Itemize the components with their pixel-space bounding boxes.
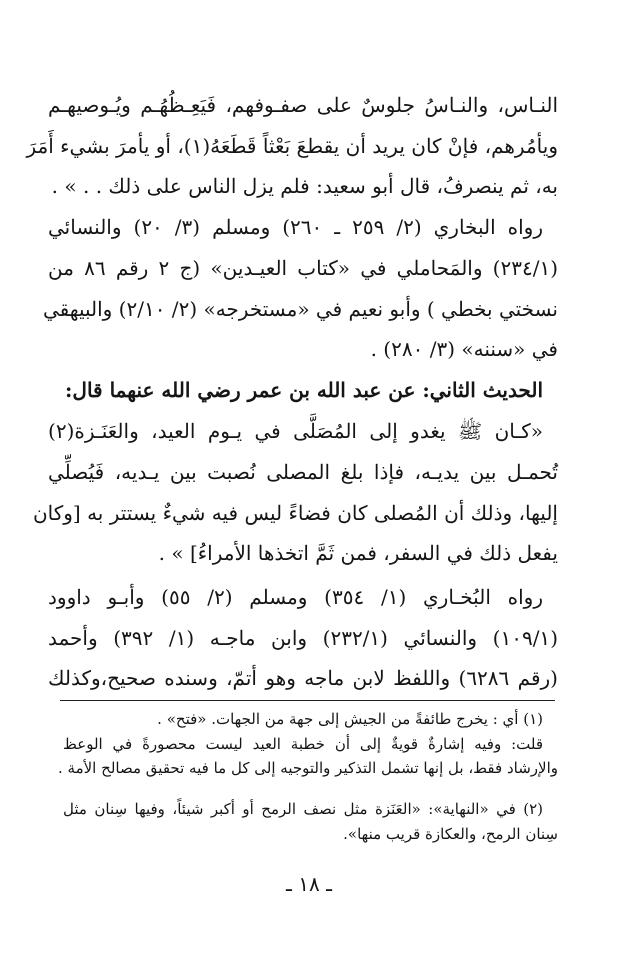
footnote-1-line-3: والإرشاد فقط، بل إنها تشمل التذكير والتوجيه إلى كل ما فيه تحقيق مصالح الأمة . bbox=[58, 759, 558, 777]
body-line-9: «كـان ﷺ يغدو إلى المُصَلَّى في يـوم العيد، والعَنَـزة(٢) bbox=[48, 419, 543, 443]
page-number: ـ ١٨ ـ bbox=[286, 872, 332, 896]
body-line-11: إليها، وذلك أن المُصلى كان فضاءً ليس فيه شيءٌ يستتر به [وكان bbox=[32, 501, 558, 525]
body-line-6: نسختي بخطي ) وأبو نعيم في «مستخرجه» (٢/ ٢/١٠) والبيهقي bbox=[42, 297, 558, 321]
body-line-15: (رقم ٦٢٨٦) واللفظ لابن ماجه وهو أتمّ، وسنده صحيح،وكذلك bbox=[48, 666, 558, 690]
hadith-heading: الحديث الثاني: عن عبد الله بن عمر رضي الله عنهما قال: bbox=[65, 378, 543, 402]
body-line-10: تُحمـل بين يديـه، فإذا بلغ المصلى نُصبت بين يـديه، فَيُصلِّي bbox=[48, 460, 558, 484]
body-line-13: رواه البُخـاري (١/ ٣٥٤) ومسلم (٢/ ٥٥) وأبـو داوود bbox=[48, 585, 543, 609]
body-line-2: ويأمُرهم، فإنْ كان يريد أن يقطعَ بَعْثاً قَطَعَهُ(١)، أو يأمرَ بشيء أَمَرَ bbox=[26, 134, 558, 158]
body-line-7: في «سننه» (٣/ ٢٨٠) . bbox=[370, 337, 558, 361]
body-line-1: النـاس، والنـاسُ جلوسٌ على صفـوفهم، فَيَعِـظُهُـم ويُـوصيهـم bbox=[48, 93, 558, 117]
body-line-3: به، ثم ينصرفُ، قال أبو سعيد: فلم يزل الناس على ذلك . . » . bbox=[51, 174, 558, 198]
footnote-separator bbox=[60, 700, 555, 701]
footnote-1-line-2: قلت: وفيه إشارةٌ قويةٌ إلى أن خطبة العيد ليست محصورةً في الوعظ bbox=[63, 735, 543, 753]
body-line-12: يفعل ذلك في السفر، فمن ثَمَّ اتخذها الأمراءُ] » . bbox=[158, 541, 558, 565]
body-line-5: (٢٣٤/١) والمَحاملي في «كتاب العيـدين» (ج ٢ رقم ٨٦ من bbox=[48, 256, 559, 280]
footnote-2-line-1: (٢) في «النهاية»: «العَنَزة مثل نصف الرمح أو أكبر شيئاً، وفيها سِنان مثل bbox=[63, 800, 543, 818]
footnote-1-line-1: (١) أي : يخرج طائفةً من الجيش إلى جهة من الجهات. «فتح» . bbox=[157, 710, 543, 728]
body-line-4: رواه البخاري (٢/ ٢٥٩ ـ ٢٦٠) ومسلم (٣/ ٢٠) والنسائي bbox=[48, 215, 543, 239]
body-line-14: (١٠٩/١) والنسائي (٢٣٢/١) وابن ماجـه (١/ ٣٩٢) وأحمد bbox=[48, 626, 558, 650]
footnote-2-line-2: سِنان الرمح، والعكازة قريب منها». bbox=[343, 825, 558, 843]
